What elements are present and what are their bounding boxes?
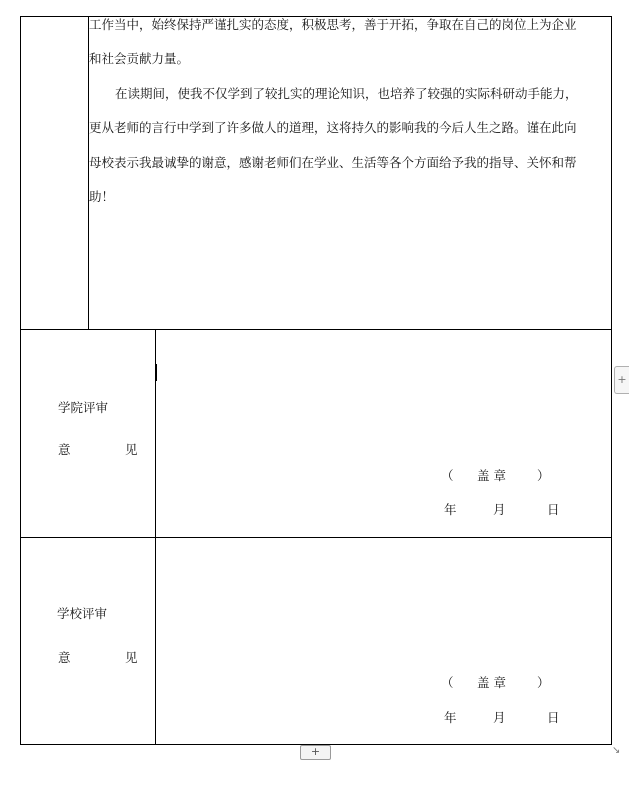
table-resize-handle-icon[interactable]: ↘ xyxy=(612,745,621,756)
school-seal-close: ） xyxy=(537,675,550,690)
paragraph-2-line-4: 助！ xyxy=(89,189,115,204)
paragraph-2-line-2: 更从老师的言行中学到了许多做人的道理，这将持久的影响我的今后人生之路。谨在此向 xyxy=(89,120,577,135)
school-seal-text: 盖 章 xyxy=(477,675,506,690)
college-seal-text: 盖 章 xyxy=(477,468,506,483)
school-seal-open: （ xyxy=(441,675,454,690)
school-date-month: 月 xyxy=(493,710,506,725)
row-divider-2 xyxy=(20,537,612,538)
college-seal-close: ） xyxy=(537,468,550,483)
paragraph-1-line-1: 工作当中，始终保持严谨扎实的态度，积极思考，善于开拓，争取在自己的岗位上为企业 xyxy=(89,17,577,32)
college-date-year: 年 xyxy=(444,502,457,517)
school-date-year: 年 xyxy=(444,710,457,725)
college-review-label: 学院评审 xyxy=(58,400,109,415)
college-date-month: 月 xyxy=(493,502,506,517)
school-review-label: 学校评审 xyxy=(57,606,108,621)
school-review-yi: 意 xyxy=(58,650,71,665)
paragraph-2-line-3: 母校表示我最诚挚的谢意，感谢老师们在学业、生活等各个方面给予我的指导、关怀和帮 xyxy=(89,155,577,170)
add-row-button[interactable]: + xyxy=(300,745,331,760)
college-seal-open: （ xyxy=(441,468,454,483)
school-date-day: 日 xyxy=(547,710,560,725)
paragraph-2-line-1: 在读期间，使我不仅学到了较扎实的理论知识，也培养了较强的实际科研动手能力， xyxy=(115,86,578,101)
school-review-jian: 见 xyxy=(125,650,138,665)
table-border-right xyxy=(611,16,612,745)
add-column-button[interactable]: + xyxy=(614,366,629,394)
college-review-jian: 见 xyxy=(125,442,138,457)
college-date-day: 日 xyxy=(547,502,560,517)
paragraph-1-line-2: 和社会贡献力量。 xyxy=(89,51,190,66)
text-cursor xyxy=(155,364,157,381)
row-divider-1 xyxy=(20,329,612,330)
college-review-yi: 意 xyxy=(58,442,71,457)
table-border-left xyxy=(20,16,21,745)
column-divider-bottom xyxy=(155,329,156,745)
